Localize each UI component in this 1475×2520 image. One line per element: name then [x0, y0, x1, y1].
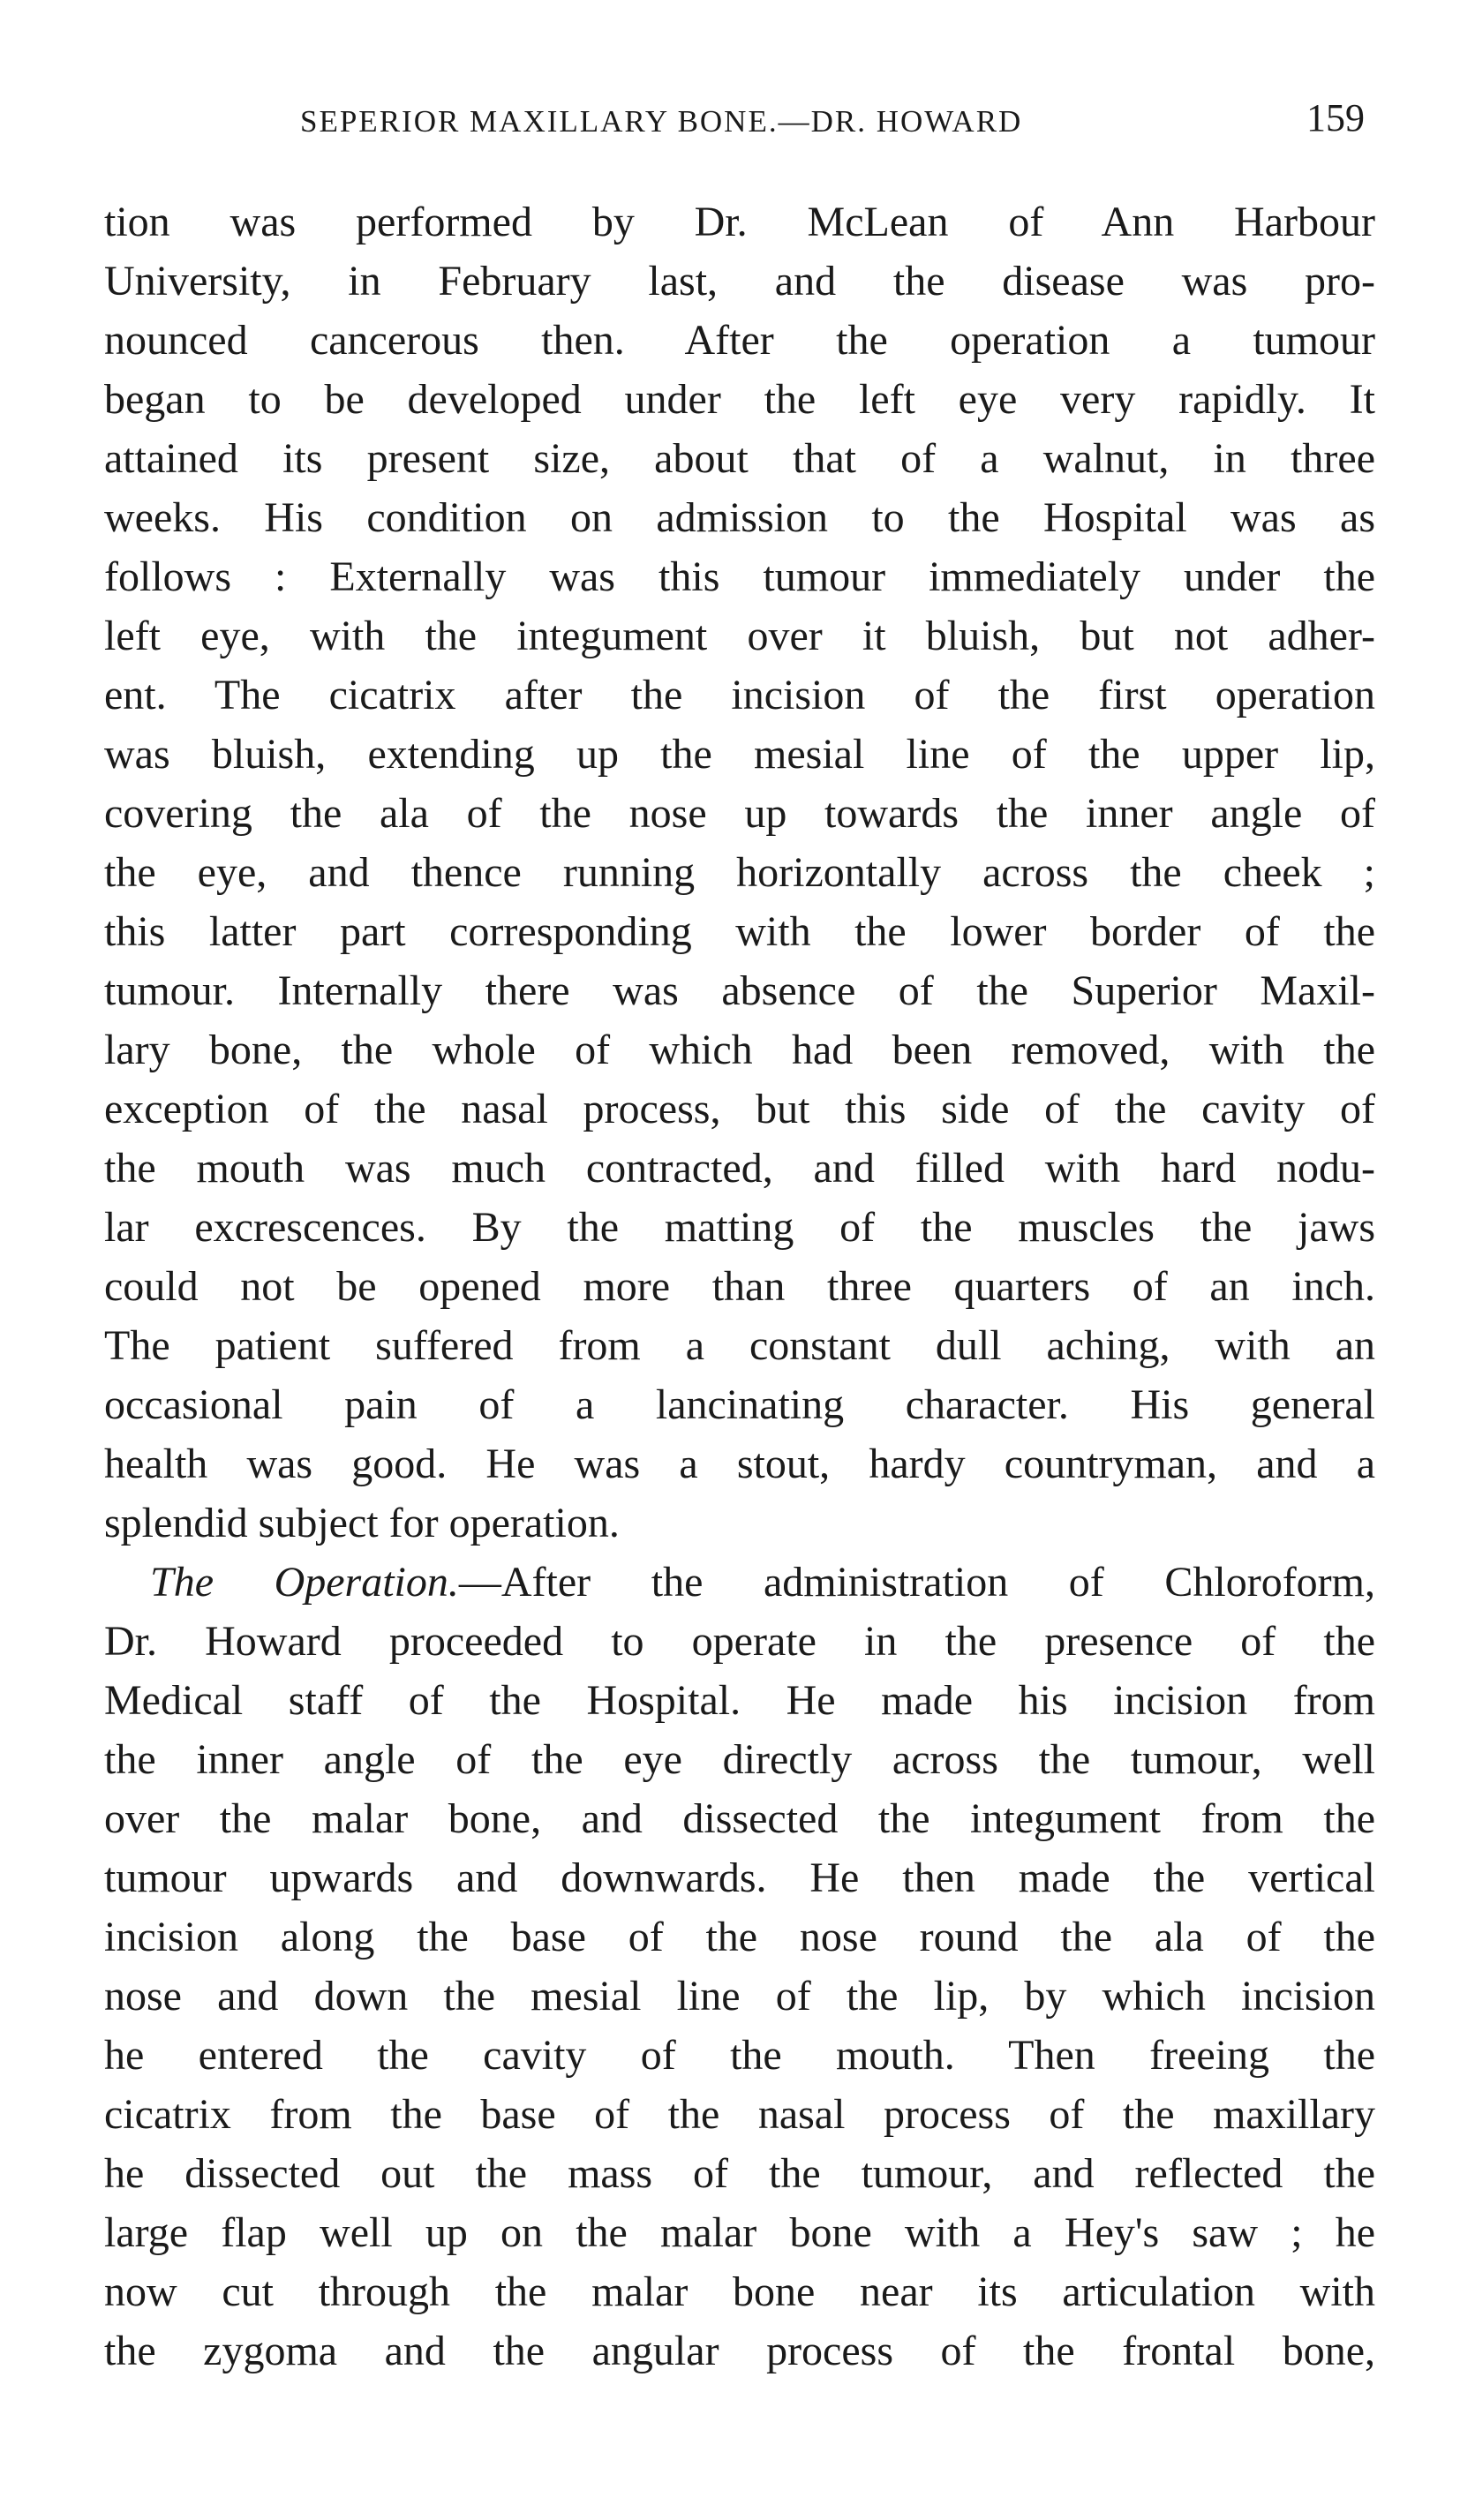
text-line: nose and down the mesial line of the lip, by which incision [104, 1973, 1375, 2020]
text-line: the mouth was much contracted, and filled with hard nodu- [104, 1145, 1375, 1192]
text-line: large flap well up on the malar bone with a Hey's saw ; he [104, 2209, 1375, 2256]
text-line: exception of the nasal process, but this side of the cavity of [104, 1086, 1375, 1132]
text-line: attained its present size, about that of a walnut, in three [104, 435, 1375, 482]
operation-first-line-text: —After the administration of Chloroform, [458, 1559, 1375, 1606]
text-line: occasional pain of a lancinating character. His general [104, 1381, 1375, 1428]
running-head: SEPERIOR MAXILLARY BONE.—DR. HOWARD [300, 104, 1023, 139]
text-line: covering the ala of the nose up towards the inner angle of [104, 790, 1375, 837]
text-line: left eye, with the integument over it bluish, but not adher- [104, 613, 1375, 659]
text-line: Medical staff of the Hospital. He made his incision from [104, 1677, 1375, 1724]
text-line: tumour. Internally there was absence of the Superior Maxil- [104, 967, 1375, 1014]
text-line: splendid subject for operation. [104, 1500, 620, 1546]
text-line: lar excrescences. By the matting of the muscles the jaws [104, 1204, 1375, 1251]
text-line: was bluish, extending up the mesial line of the upper lip, [104, 731, 1375, 778]
text-line: over the malar bone, and dissected the integument from the [104, 1795, 1375, 1842]
text-line: this latter part corresponding with the lower border of the [104, 908, 1375, 955]
text-line: now cut through the malar bone near its articulation with [104, 2268, 1375, 2315]
text-line: the inner angle of the eye directly across the tumour, well [104, 1736, 1375, 1783]
text-line: the zygoma and the angular process of the frontal bone, [104, 2328, 1375, 2374]
text-line: tion was performed by Dr. McLean of Ann Harbour [104, 199, 1375, 245]
text-line: lary bone, the whole of which had been removed, with the [104, 1027, 1375, 1073]
operation-heading: The Operation. [150, 1559, 459, 1606]
text-line: weeks. His condition on admission to the Hospital was as [104, 494, 1375, 541]
text-line: Dr. Howard proceeded to operate in the presence of the [104, 1618, 1375, 1665]
text-line: could not be opened more than three quarters of an inch. [104, 1263, 1375, 1310]
text-line: he entered the cavity of the mouth. Then freeing the [104, 2032, 1375, 2079]
text-line: he dissected out the mass of the tumour, and reflected the [104, 2150, 1375, 2197]
text-line: incision along the base of the nose round the ala of the [104, 1914, 1375, 1960]
text-line: nounced cancerous then. After the operation a tumour [104, 317, 1375, 364]
text-line: the eye, and thence running horizontally across the cheek ; [104, 849, 1375, 896]
operation-first-line [104, 1553, 1375, 1612]
text-line: tumour upwards and downwards. He then made the vertical [104, 1854, 1375, 1901]
text-line: follows : Externally was this tumour immediately under the [104, 553, 1375, 600]
text-line: cicatrix from the base of the nasal process of the maxillary [104, 2091, 1375, 2138]
page-number: 159 [1306, 96, 1365, 139]
body-text [104, 192, 1375, 2381]
text-line: began to be developed under the left eye very rapidly. It [104, 376, 1375, 423]
text-line: University, in February last, and the disease was pro- [104, 258, 1375, 305]
text-line: ent. The cicatrix after the incision of the first operation [104, 672, 1375, 718]
text-line: health was good. He was a stout, hardy countryman, and a [104, 1441, 1375, 1487]
text-line: The patient suffered from a constant dull aching, with an [104, 1322, 1375, 1369]
